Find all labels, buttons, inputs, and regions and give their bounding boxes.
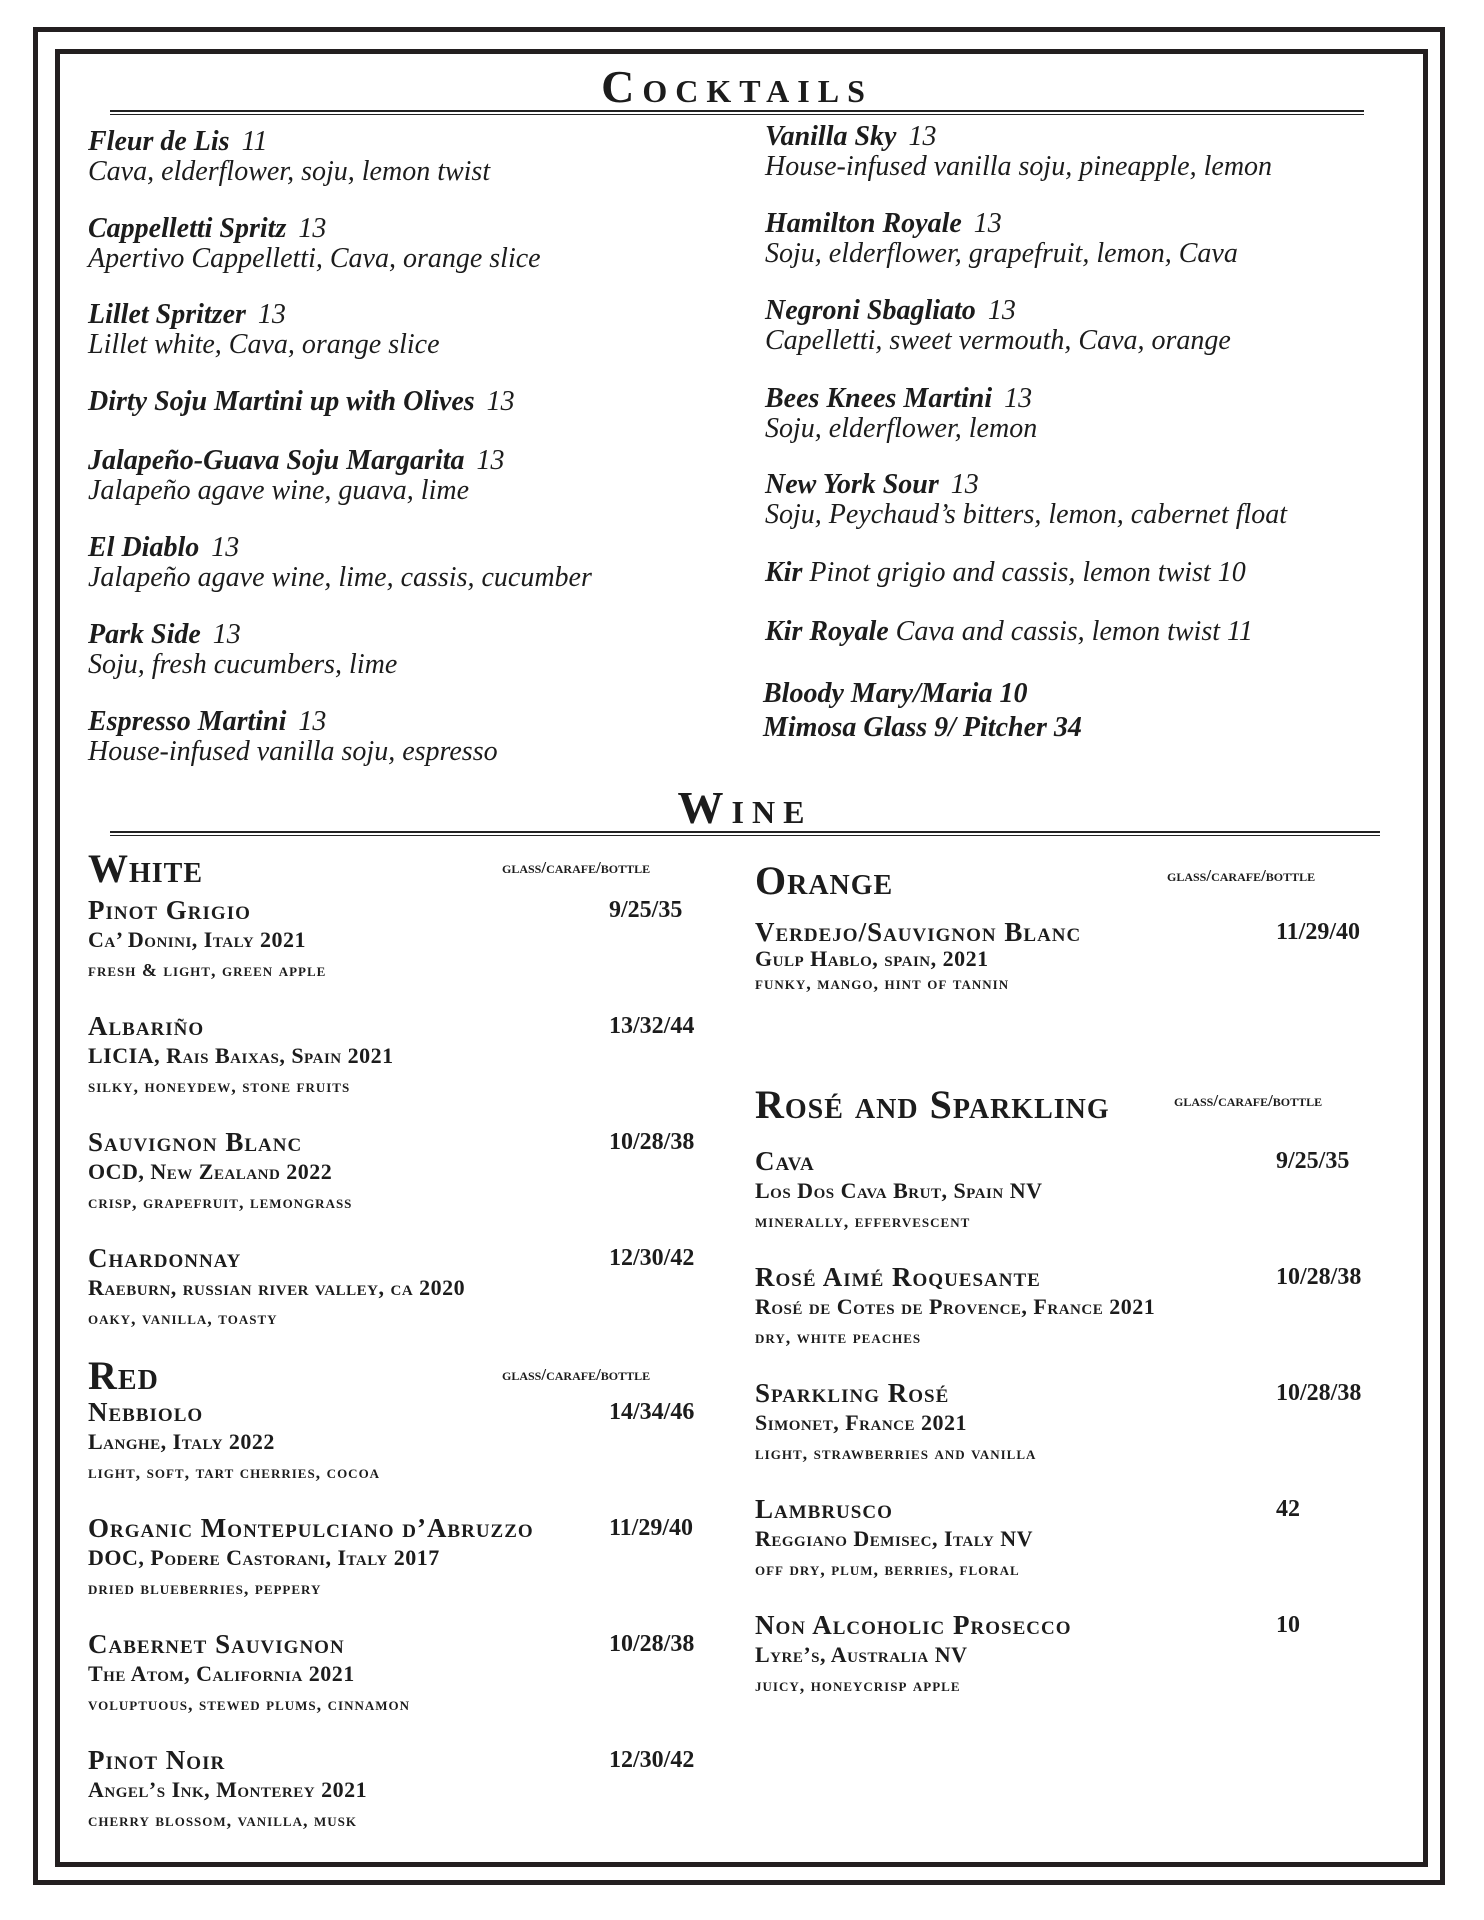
wine-name: Cabernet Sauvignon: [88, 1629, 345, 1659]
wine-name: Nebbiolo: [88, 1397, 204, 1427]
wine-price: 10/28/38: [609, 1129, 695, 1155]
wine-notes: dried blueberries, peppery: [88, 1578, 322, 1598]
wine-name: Sauvignon Blanc: [88, 1127, 303, 1157]
wine-origin: DOC, Podere Castorani, Italy 2017: [88, 1545, 440, 1570]
wine-item: [88, 1513, 534, 1603]
price-column-header: glass/carafe/bottle: [1167, 866, 1316, 885]
cocktail-name: New York Sour: [765, 469, 939, 500]
cocktail-description: Pinot grigio and cassis, lemon twist 10: [809, 557, 1246, 588]
wine-item: [88, 1127, 352, 1217]
wine-notes: dry, white peaches: [755, 1327, 922, 1347]
wine-name: Non Alcoholic Prosecco: [755, 1610, 1072, 1640]
cocktail-item: [88, 300, 440, 360]
cocktails-divider: [110, 110, 1364, 115]
wine-notes: cherry blossom, vanilla, musk: [88, 1810, 357, 1830]
cocktail-description: Soju, elderflower, grapefruit, lemon, Cava: [765, 238, 1238, 269]
wine-name: Rosé Aimé Roquesante: [755, 1262, 1041, 1292]
cocktail-description: House-infused vanilla soju, espresso: [88, 736, 498, 767]
cocktail-item: [88, 387, 515, 417]
cocktail-name: Bloody Mary/Maria 10: [763, 678, 1028, 709]
wine-origin: Rosé de Cotes de Provence, France 2021: [755, 1294, 1156, 1319]
cocktails-title: Cocktails: [601, 61, 873, 112]
wine-price: 12/30/42: [609, 1747, 695, 1773]
wine-notes: voluptuous, stewed plums, cinnamon: [88, 1694, 411, 1714]
cocktail-item: [765, 209, 1238, 269]
cocktail-name: Jalapeño-Guava Soju Margarita: [88, 445, 465, 476]
wine-name: Pinot Grigio: [88, 895, 251, 925]
cocktail-item: [88, 620, 397, 680]
cocktail-item: [88, 533, 592, 593]
cocktail-item: [88, 446, 505, 506]
wine-price: 10/28/38: [1276, 1264, 1362, 1290]
wine-price: 13/32/44: [609, 1013, 695, 1039]
cocktail-name: Kir Royale: [765, 616, 889, 647]
cocktail-item: [765, 558, 1246, 588]
cocktail-price: 13: [973, 208, 1002, 239]
price-column-header: glass/carafe/bottle: [1174, 1091, 1323, 1110]
cocktail-description: Lillet white, Cava, orange slice: [88, 329, 440, 360]
wine-name: Sparkling Rosé: [755, 1378, 950, 1408]
cocktail-description: House-infused vanilla soju, pineapple, lemon: [765, 151, 1273, 182]
wine-item: [755, 1610, 1071, 1700]
wine-item: [88, 1011, 394, 1101]
wine-title: Wine: [677, 782, 813, 833]
wine-item: [755, 1378, 1036, 1468]
wine-item: [755, 1262, 1155, 1352]
wine-price: 9/25/35: [1276, 1148, 1350, 1174]
cocktail-item: [88, 127, 490, 187]
cocktail-name: Vanilla Sky: [765, 121, 897, 152]
wine-item: [88, 895, 326, 985]
wine-origin: Ca’ Donini, Italy 2021: [88, 927, 307, 952]
cocktail-name: Mimosa Glass 9/ Pitcher 34: [763, 712, 1082, 743]
cocktail-price: 13: [257, 299, 286, 330]
wine-origin: LICIA, Rais Baixas, Spain 2021: [88, 1043, 394, 1068]
wine-price: 42: [1276, 1496, 1300, 1522]
wine-name: Lambrusco: [755, 1494, 893, 1524]
cocktail-item: [88, 707, 498, 767]
cocktail-price: 13: [908, 121, 937, 152]
cocktail-description: Cava and cassis, lemon twist 11: [895, 616, 1253, 647]
wine-notes: crisp, grapefruit, lemongrass: [88, 1192, 353, 1212]
wine-origin: Gulp Hablo, spain, 2021: [755, 946, 989, 971]
cocktail-name: Espresso Martini: [88, 706, 287, 737]
wine-price: 10/28/38: [609, 1631, 695, 1657]
wine-origin: Reggiano Demisec, Italy NV: [755, 1526, 1033, 1551]
cocktail-name: Lillet Spritzer: [88, 299, 246, 330]
cocktail-name: Cappelletti Spritz: [88, 213, 287, 244]
price-column-header: glass/carafe/bottle: [502, 858, 651, 877]
wine-notes: light, soft, tart cherries, cocoa: [88, 1462, 381, 1482]
wine-name: Albariño: [88, 1011, 205, 1041]
cocktail-description: Soju, Peychaud’s bitters, lemon, cabernet float: [765, 499, 1288, 530]
wine-notes: funky, mango, hint of tannin: [755, 973, 1010, 993]
wine-name: Verdejo/Sauvignon Blanc: [755, 917, 1082, 947]
wine-price: 11/29/40: [1276, 919, 1361, 945]
wine-item: [755, 1146, 1043, 1236]
cocktail-price: 13: [1004, 383, 1033, 414]
wine-origin: The Atom, California 2021: [88, 1661, 355, 1686]
wine-notes: oaky, vanilla, toasty: [88, 1308, 278, 1328]
cocktail-description: Jalapeño agave wine, lime, cassis, cucumber: [88, 562, 592, 593]
wine-origin: Raeburn, russian river valley, ca 2020: [88, 1275, 466, 1300]
wine-origin: Simonet, France 2021: [755, 1410, 968, 1435]
wine-price: 11/29/40: [609, 1515, 694, 1541]
wine-price: 12/30/42: [609, 1245, 695, 1271]
wine-name: Cava: [755, 1146, 815, 1176]
cocktail-description: Soju, elderflower, lemon: [765, 413, 1038, 444]
cocktail-item: [765, 296, 1231, 356]
cocktail-item: [763, 679, 1027, 709]
wine-item: [755, 1494, 1033, 1584]
cocktail-price: 13: [298, 213, 327, 244]
cocktail-item: [88, 214, 541, 274]
wine-name: Pinot Noir: [88, 1745, 226, 1775]
wine-notes: minerally, effervescent: [755, 1211, 971, 1231]
cocktail-name: Park Side: [88, 619, 201, 650]
cocktail-price: 11: [241, 126, 268, 157]
wine-origin: Los Dos Cava Brut, Spain NV: [755, 1178, 1043, 1203]
cocktail-name: Dirty Soju Martini up with Olives: [88, 386, 475, 417]
cocktail-description: Cava, elderflower, soju, lemon twist: [88, 156, 491, 187]
wine-origin: Langhe, Italy 2022: [88, 1429, 275, 1454]
cocktail-name: El Diablo: [88, 532, 200, 563]
wine-item: [88, 1629, 410, 1719]
wine-divider: [110, 831, 1380, 836]
price-column-header: glass/carafe/bottle: [502, 1365, 651, 1384]
wine-origin: Lyre’s, Australia NV: [755, 1642, 968, 1667]
wine-item: [88, 1745, 367, 1835]
cocktail-item: [765, 617, 1253, 647]
cocktail-price: 13: [987, 295, 1016, 326]
wine-origin: Angel’s Ink, Monterey 2021: [88, 1777, 368, 1802]
cocktail-description: Apertivo Cappelletti, Cava, orange slice: [88, 243, 541, 274]
wine-price: 14/34/46: [609, 1399, 695, 1425]
cocktail-item: [765, 122, 1272, 182]
cocktail-price: 13: [212, 619, 241, 650]
cocktail-price: 13: [950, 469, 979, 500]
cocktail-price: 13: [476, 445, 505, 476]
wine-price: 9/25/35: [609, 897, 683, 923]
wine-notes: off dry, plum, berries, floral: [755, 1559, 1020, 1579]
wine-section-heading: White: [88, 846, 204, 891]
cocktail-name: Fleur de Lis: [88, 126, 230, 157]
wine-name: Chardonnay: [88, 1243, 242, 1273]
cocktail-name: Bees Knees Martini: [765, 383, 993, 414]
wine-price: 10: [1276, 1612, 1300, 1638]
cocktail-name: Negroni Sbagliato: [765, 295, 976, 326]
cocktail-description: Capelletti, sweet vermouth, Cava, orange: [765, 325, 1231, 356]
wine-notes: juicy, honeycrisp apple: [755, 1675, 961, 1695]
cocktail-item: [765, 384, 1037, 444]
cocktail-item: [763, 713, 1082, 743]
wine-item: [755, 917, 1081, 995]
wine-origin: OCD, New Zealand 2022: [88, 1159, 333, 1184]
cocktail-item: [765, 470, 1287, 530]
wine-item: [88, 1243, 465, 1333]
wine-item: [88, 1397, 380, 1487]
wine-section-heading: Orange: [755, 858, 894, 903]
wine-price: 10/28/38: [1276, 1380, 1362, 1406]
wine-section-heading: Rosé and Sparkling: [755, 1082, 1110, 1127]
cocktail-price: 13: [486, 386, 515, 417]
cocktail-price: 13: [298, 706, 327, 737]
wine-section-heading: Red: [88, 1353, 159, 1398]
cocktail-description: Soju, fresh cucumbers, lime: [88, 649, 398, 680]
cocktail-description: Jalapeño agave wine, guava, lime: [88, 475, 470, 506]
cocktail-name: Kir: [765, 557, 803, 588]
wine-notes: silky, honeydew, stone fruits: [88, 1076, 351, 1096]
cocktail-name: Hamilton Royale: [765, 208, 962, 239]
wine-notes: light, strawberries and vanilla: [755, 1443, 1037, 1463]
wine-notes: fresh & light, green apple: [88, 960, 327, 980]
cocktail-price: 13: [211, 532, 240, 563]
wine-name: Organic Montepulciano d’Abruzzo: [88, 1513, 534, 1543]
